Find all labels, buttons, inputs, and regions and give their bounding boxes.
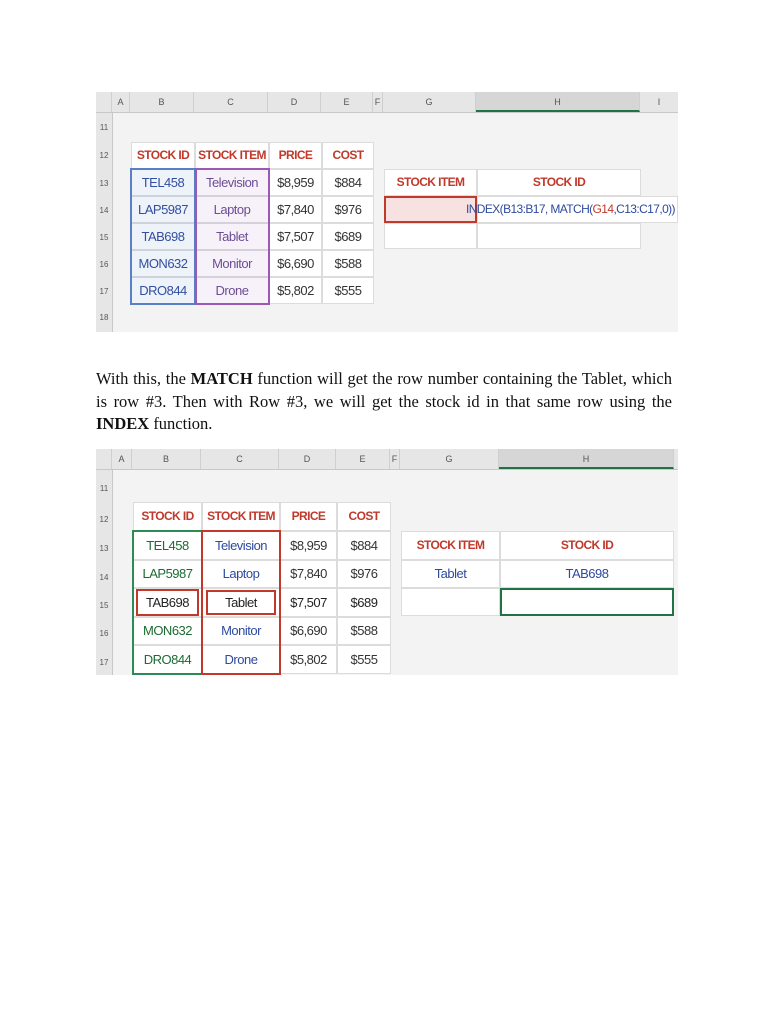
row-header[interactable]: 15	[99, 601, 109, 610]
lookup-result-cell[interactable]: TAB698	[500, 560, 674, 588]
row-header[interactable]: 18	[99, 313, 109, 322]
table-cell[interactable]: $689	[322, 223, 374, 250]
formula-text	[466, 202, 675, 216]
row-header[interactable]: 11	[99, 123, 109, 132]
column-header[interactable]: G	[400, 449, 499, 469]
lookup-header-id[interactable]: STOCK ID	[500, 531, 674, 560]
table-cell[interactable]: Laptop	[195, 196, 269, 223]
match-keyword: MATCH	[190, 369, 253, 388]
match-box-stock-item	[206, 590, 276, 615]
column-header[interactable]: D	[268, 92, 321, 112]
column-header[interactable]: E	[321, 92, 373, 112]
header-price[interactable]: PRICE	[280, 502, 337, 531]
column-header[interactable]: F	[390, 449, 400, 469]
table-cell[interactable]: $5,802	[280, 645, 337, 674]
formula-match-part: ,C13:C17,0))	[613, 202, 675, 216]
spreadsheet-screenshot-result	[96, 449, 678, 675]
row-header[interactable]: 11	[99, 484, 109, 493]
header-stock-id[interactable]: STOCK ID	[131, 142, 195, 169]
column-header[interactable]: B	[132, 449, 201, 469]
column-header[interactable]: H	[499, 449, 674, 469]
index-keyword: INDEX	[96, 414, 150, 433]
table-cell[interactable]: $6,690	[269, 250, 322, 277]
column-header[interactable]: G	[383, 92, 476, 112]
column-header[interactable]: E	[336, 449, 390, 469]
body-paragraph	[96, 368, 672, 436]
row-headers	[96, 470, 113, 675]
column-header[interactable]: I	[657, 97, 661, 107]
column-header[interactable]: H	[476, 92, 640, 112]
header-stock-item[interactable]: STOCK ITEM	[202, 502, 280, 531]
table-cell[interactable]: TAB698	[133, 588, 202, 617]
table-cell[interactable]: $7,507	[280, 588, 337, 617]
table-cell[interactable]: $5,802	[269, 277, 322, 304]
table-cell[interactable]: Monitor	[202, 617, 280, 645]
table-cell[interactable]: $689	[337, 588, 391, 617]
table-cell[interactable]: $976	[322, 196, 374, 223]
range-highlight-stock-item	[195, 168, 270, 305]
table-cell[interactable]: $8,959	[280, 531, 337, 560]
row-header[interactable]: 14	[99, 206, 109, 215]
row-header[interactable]: 15	[99, 233, 109, 242]
column-header[interactable]: D	[279, 449, 336, 469]
header-stock-id[interactable]: STOCK ID	[133, 502, 202, 531]
header-cost[interactable]: COST	[337, 502, 391, 531]
column-header[interactable]: C	[194, 92, 268, 112]
row-header[interactable]: 17	[99, 658, 109, 667]
spreadsheet-screenshot-formula	[96, 92, 678, 332]
paragraph-text: With this, the	[96, 369, 191, 388]
row-header[interactable]: 12	[99, 151, 109, 160]
column-headers	[96, 449, 678, 470]
table-cell[interactable]: Monitor	[195, 250, 269, 277]
table-cell[interactable]: Drone	[195, 277, 269, 304]
lookup-cell[interactable]	[384, 223, 477, 249]
row-headers	[96, 113, 113, 332]
lookup-header-item[interactable]: STOCK ITEM	[384, 169, 477, 196]
column-header[interactable]: C	[201, 449, 279, 469]
column-header[interactable]: F	[373, 92, 383, 112]
select-all-corner[interactable]	[96, 449, 112, 469]
table-cell[interactable]: Television	[195, 169, 269, 196]
column-header[interactable]: B	[130, 92, 194, 112]
table-cell[interactable]: $884	[322, 169, 374, 196]
row-header[interactable]: 16	[99, 629, 109, 638]
table-cell[interactable]: $7,840	[280, 560, 337, 588]
row-header[interactable]: 13	[99, 179, 109, 188]
table-cell[interactable]: DRO844	[133, 645, 202, 674]
row-header[interactable]: 12	[99, 515, 109, 524]
table-cell[interactable]: DRO844	[131, 277, 195, 304]
select-all-corner[interactable]	[96, 92, 112, 112]
row-header[interactable]: 17	[99, 287, 109, 296]
lookup-cell[interactable]	[477, 223, 641, 249]
table-cell[interactable]: Tablet	[195, 223, 269, 250]
table-cell[interactable]: $7,840	[269, 196, 322, 223]
table-cell[interactable]: Laptop	[202, 560, 280, 588]
table-cell[interactable]: $555	[322, 277, 374, 304]
table-cell[interactable]: MON632	[133, 617, 202, 645]
active-cell[interactable]	[500, 588, 674, 616]
table-cell[interactable]: $7,507	[269, 223, 322, 250]
header-price[interactable]: PRICE	[269, 142, 322, 169]
paragraph-text: function will get the row number containing the Tablet, which is row #3. Then with Row #3, we will get the stock id in that same row using the	[96, 369, 672, 411]
row-header[interactable]: 13	[99, 544, 109, 553]
table-cell[interactable]: $588	[322, 250, 374, 277]
formula-index-part: INDEX(B13:B17, MATCH(	[466, 202, 593, 216]
table-cell[interactable]: $884	[337, 531, 391, 560]
lookup-header-item[interactable]: STOCK ITEM	[401, 531, 500, 560]
range-highlight-stock-id	[130, 168, 196, 305]
table-cell[interactable]: Drone	[202, 645, 280, 674]
lookup-cell[interactable]	[401, 588, 500, 616]
table-cell[interactable]: Tablet	[202, 588, 280, 617]
table-cell[interactable]: TAB698	[131, 223, 195, 250]
table-cell[interactable]: LAP5987	[133, 560, 202, 588]
lookup-item-input-cell[interactable]	[384, 196, 477, 223]
table-cell[interactable]: LAP5987	[131, 196, 195, 223]
table-cell[interactable]: MON632	[131, 250, 195, 277]
table-cell[interactable]: $976	[337, 560, 391, 588]
row-header[interactable]: 16	[99, 260, 109, 269]
column-headers	[96, 92, 678, 113]
header-stock-item[interactable]: STOCK ITEM	[195, 142, 269, 169]
lookup-header-id[interactable]: STOCK ID	[477, 169, 641, 196]
table-cell[interactable]: $588	[337, 617, 391, 645]
formula-reference: G14	[592, 202, 614, 216]
table-cell[interactable]: $6,690	[280, 617, 337, 645]
row-header[interactable]: 14	[99, 573, 109, 582]
table-cell[interactable]: TEL458	[131, 169, 195, 196]
table-cell[interactable]: $555	[337, 645, 391, 674]
match-box-stock-id	[136, 589, 199, 616]
header-cost[interactable]: COST	[322, 142, 374, 169]
table-cell[interactable]: TEL458	[133, 531, 202, 560]
lookup-item-cell[interactable]: Tablet	[401, 560, 500, 588]
table-cell[interactable]: Television	[202, 531, 280, 560]
column-header[interactable]: A	[112, 92, 130, 112]
column-header[interactable]: A	[112, 449, 132, 469]
paragraph-text: function.	[149, 414, 213, 433]
table-cell[interactable]: $8,959	[269, 169, 322, 196]
